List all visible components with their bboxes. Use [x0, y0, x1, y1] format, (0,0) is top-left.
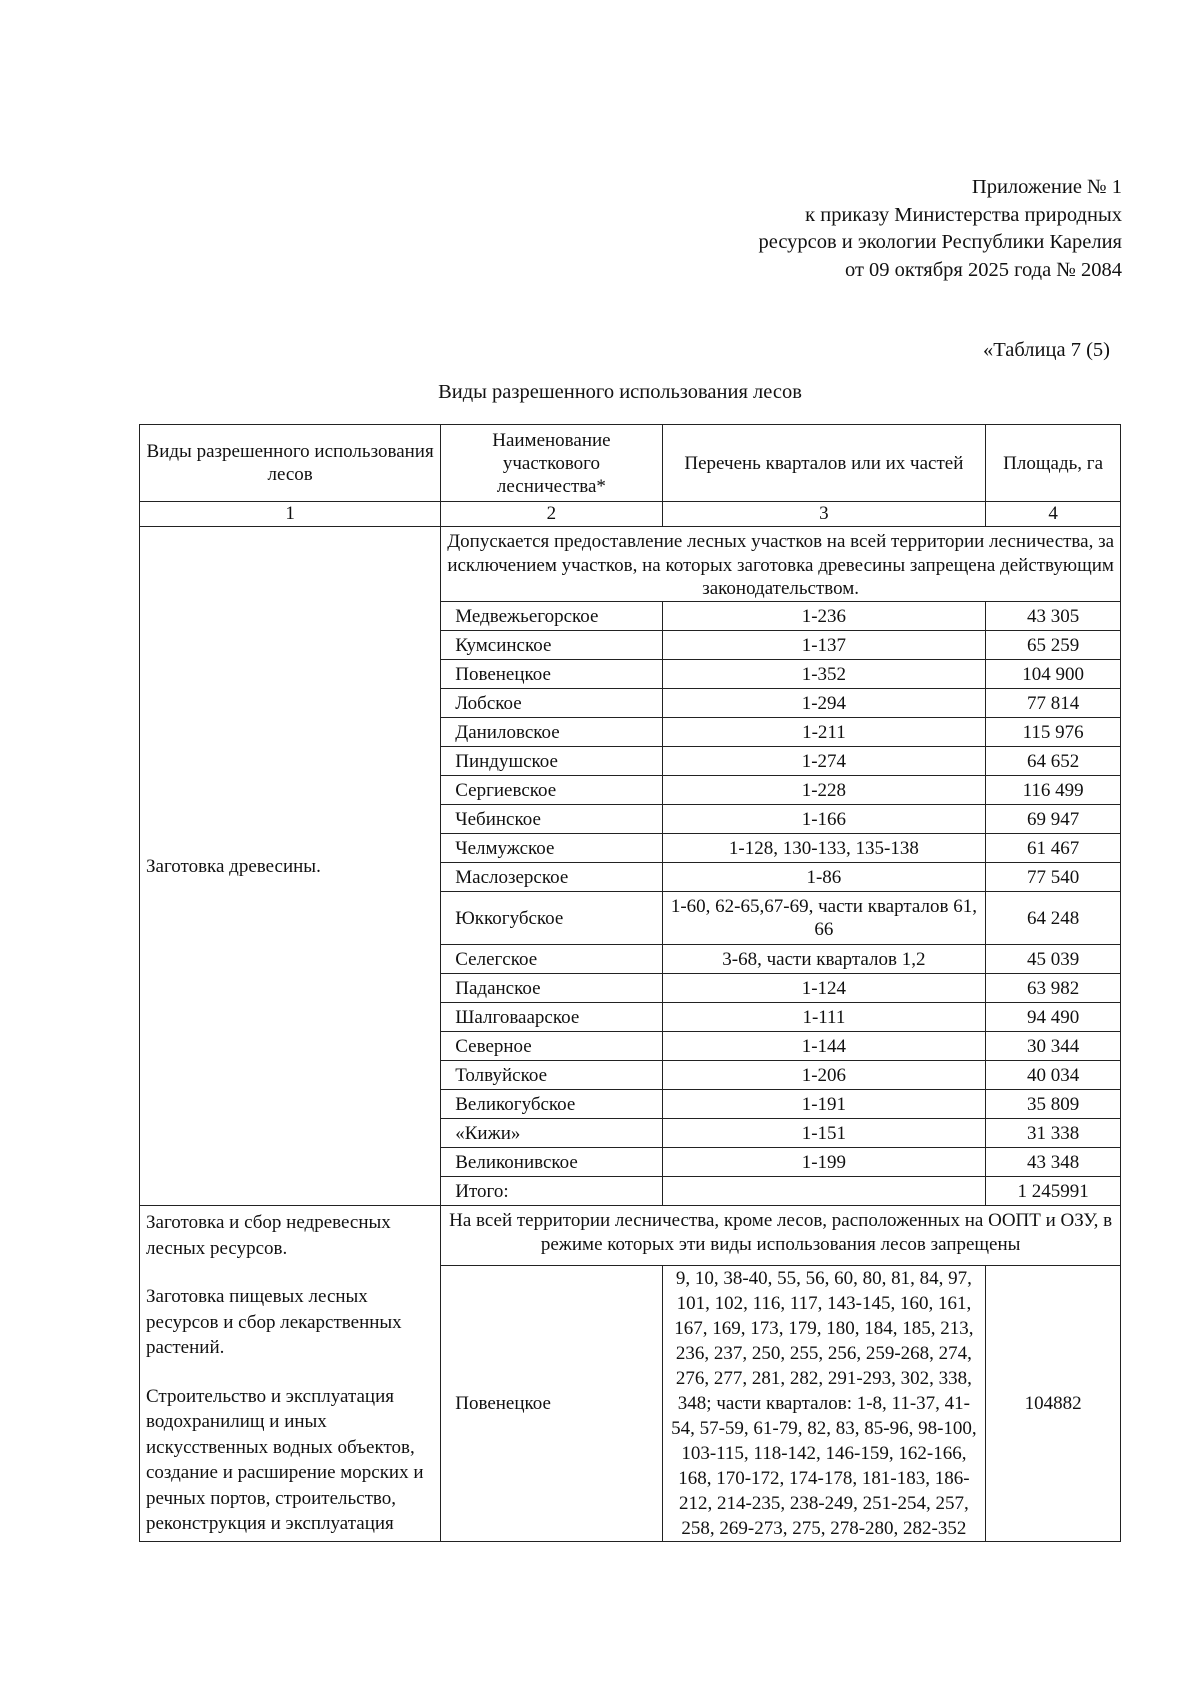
appendix-line-2: к приказу Министерства природных [805, 203, 1122, 226]
area-value: 43 305 [986, 602, 1121, 631]
area-value: 77 814 [986, 689, 1121, 718]
total-area: 1 245991 [986, 1177, 1121, 1206]
section2-note-row [140, 1206, 1121, 1266]
quarters-list: 1-274 [662, 747, 986, 776]
area-value: 65 259 [986, 631, 1121, 660]
appendix-line-4: от 09 октября 2025 года № 2084 [844, 258, 1122, 281]
area-value: 40 034 [986, 1061, 1121, 1090]
forestry-name: Великогубское [441, 1090, 662, 1119]
table-title: Виды разрешенного использования лесов [438, 381, 802, 403]
quarters-list: 9, 10, 38-40, 55, 56, 60, 80, 81, 84, 97, 101, 102, 116, 117, 143-145, 160, 161, 167, 169, 173, 179, 180, 184, 185, 213, 236, 237, 250, 255, 256, 259-268, 274, 276, 277, 281, 282, 291-293, 302, 338, 348; части кварталов: 1-8, 11-37, 41-54, 57-59, 61-79, 82, 83, 85-96, 98-100, 103-115, 118-142, 146-159, 162-166, 168, 170-172, 174-178, 181-183, 186-212, 214-235, 238-249, 251-254, 257, 258, 269-273, 275, 278-280, 282-352 [662, 1266, 986, 1542]
column-number: 4 [986, 502, 1121, 527]
forestry-name: Челмужское [441, 834, 662, 863]
quarters-list: 1-128, 130-133, 135-138 [662, 834, 986, 863]
forestry-name: Шалговаарское [441, 1003, 662, 1032]
area-value: 64 652 [986, 747, 1121, 776]
quarters-list: 3-68, части кварталов 1,2 [662, 945, 986, 974]
forestry-name: Юккогубское [441, 892, 662, 945]
section1-note: Допускается предоставление лесных участков на всей территории лесничества, за исключением участков, на которых заготовка древесины запрещена действующим законодательством. [441, 527, 1121, 602]
quarters-list: 1-111 [662, 1003, 986, 1032]
area-value: 94 490 [986, 1003, 1121, 1032]
quarters-list: 1-206 [662, 1061, 986, 1090]
forestry-name: Кумсинское [441, 631, 662, 660]
forest-use-table [139, 424, 1121, 1542]
area-value: 69 947 [986, 805, 1121, 834]
forestry-name: Паданское [441, 974, 662, 1003]
quarters-list: 1-151 [662, 1119, 986, 1148]
quarters-list: 1-124 [662, 974, 986, 1003]
section1-use-type: Заготовка древесины. [140, 527, 441, 1206]
area-value: 104882 [986, 1266, 1121, 1542]
forestry-name: Сергиевское [441, 776, 662, 805]
area-value: 61 467 [986, 834, 1121, 863]
area-value: 116 499 [986, 776, 1121, 805]
area-value: 31 338 [986, 1119, 1121, 1148]
section2-use-types [140, 1206, 441, 1542]
total-quarters-empty [662, 1177, 986, 1206]
quarters-list: 1-294 [662, 689, 986, 718]
appendix-line-3: ресурсов и экологии Республики Карелия [758, 231, 1122, 253]
area-value: 43 348 [986, 1148, 1121, 1177]
table-label: «Таблица 7 (5) [983, 339, 1110, 361]
quarters-list: 1-166 [662, 805, 986, 834]
forestry-name: Даниловское [441, 718, 662, 747]
total-label: Итого: [441, 1177, 662, 1206]
quarters-list: 1-236 [662, 602, 986, 631]
quarters-list: 1-352 [662, 660, 986, 689]
area-value: 77 540 [986, 863, 1121, 892]
column-number: 3 [662, 502, 986, 527]
quarters-list: 1-60, 62-65,67-69, части кварталов 61, 66 [662, 892, 986, 945]
quarters-list: 1-137 [662, 631, 986, 660]
forestry-name: Повенецкое [441, 1266, 662, 1542]
area-value: 30 344 [986, 1032, 1121, 1061]
forestry-name: Северное [441, 1032, 662, 1061]
use-type-item: Заготовка и сбор недревесных лесных ресурсов. [146, 1212, 391, 1259]
area-value: 115 976 [986, 718, 1121, 747]
header-quarters: Перечень кварталов или их частей [662, 425, 986, 502]
quarters-list: 1-191 [662, 1090, 986, 1119]
header-area: Площадь, га [986, 425, 1121, 502]
area-value: 35 809 [986, 1090, 1121, 1119]
use-type-item: Строительство и эксплуатация водохранилищ и иных искусственных водных объектов, создание и расширение морских и речных портов, строительство, реконструкция и эксплуатация [146, 1385, 424, 1535]
use-type-item: Заготовка пищевых лесных ресурсов и сбор лекарственных растений. [146, 1286, 402, 1359]
appendix-line-1: Приложение № 1 [971, 176, 1122, 198]
column-number-row [140, 502, 1121, 527]
area-value: 64 248 [986, 892, 1121, 945]
header-forestry-name: Наименование участкового лесничества* [441, 425, 662, 502]
section2-note: На всей территории лесничества, кроме лесов, расположенных на ООПТ и ОЗУ, в режиме которых эти виды использования лесов запрещены [441, 1206, 1121, 1266]
forestry-name: Чебинское [441, 805, 662, 834]
forestry-name: Повенецкое [441, 660, 662, 689]
area-value: 63 982 [986, 974, 1121, 1003]
quarters-list: 1-228 [662, 776, 986, 805]
area-value: 45 039 [986, 945, 1121, 974]
column-number: 1 [140, 502, 441, 527]
forestry-name: Маслозерское [441, 863, 662, 892]
quarters-list: 1-211 [662, 718, 986, 747]
column-number: 2 [441, 502, 662, 527]
forestry-name: Селегское [441, 945, 662, 974]
forestry-name: Пиндушское [441, 747, 662, 776]
appendix-header [758, 174, 1122, 284]
quarters-list: 1-144 [662, 1032, 986, 1061]
forestry-name: Лобское [441, 689, 662, 718]
forestry-name: Медвежьегорское [441, 602, 662, 631]
header-use-types: Виды разрешенного использования лесов [140, 425, 441, 502]
area-value: 104 900 [986, 660, 1121, 689]
forestry-name: Великонивское [441, 1148, 662, 1177]
forestry-name: «Кижи» [441, 1119, 662, 1148]
quarters-list: 1-86 [662, 863, 986, 892]
quarters-list: 1-199 [662, 1148, 986, 1177]
forestry-name: Толвуйское [441, 1061, 662, 1090]
header-row [140, 425, 1121, 502]
section1-note-row [140, 527, 1121, 602]
